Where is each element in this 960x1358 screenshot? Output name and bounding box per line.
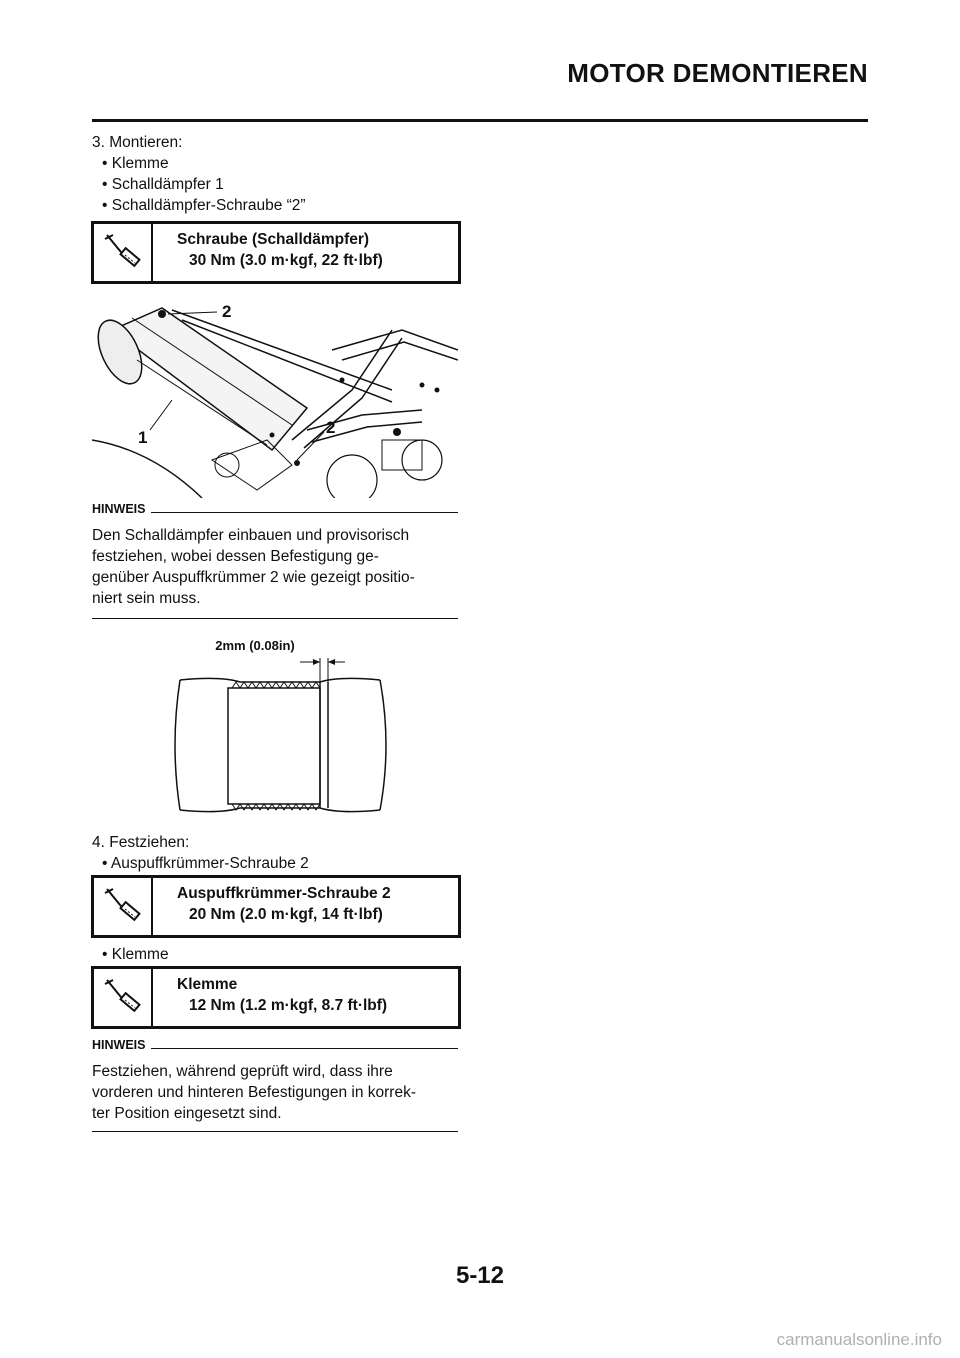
step-4-extra: [92, 944, 169, 965]
step-3-item: • Schalldämpfer-Schraube “2”: [102, 197, 306, 214]
step-4-heading: 4. Festziehen:: [92, 834, 190, 851]
dimension-label: 2mm (0.08in): [215, 638, 295, 653]
step-4: [92, 832, 309, 874]
spec-name: Schraube (Schalldämpfer): [177, 231, 370, 248]
note-line: Den Schalldämpfer einbauen und provisorisch: [92, 527, 410, 544]
note-line: ter Position eingesetzt sind.: [92, 1105, 282, 1122]
step-4-item: • Klemme: [102, 946, 169, 963]
spec-name: Klemme: [177, 976, 238, 993]
step-3-heading: 3. Montieren:: [92, 134, 183, 151]
watermark: carmanualsonline.info: [776, 1330, 942, 1349]
note-line: niert sein muss.: [92, 590, 201, 607]
page-number: 5-12: [455, 1262, 505, 1289]
note-text: [92, 1061, 458, 1124]
note-line: festziehen, wobei dessen Befestigung ge-: [92, 548, 379, 565]
callout-label: 2: [222, 302, 232, 321]
step-3: [92, 132, 306, 216]
spec-value: 20 Nm (2.0 m·kgf, 14 ft·lbf): [189, 906, 383, 923]
callout-label: 1: [138, 428, 148, 447]
step-3-item: • Klemme: [102, 155, 169, 172]
torque-spec-box: [91, 966, 461, 1029]
torque-spec-box: [91, 221, 461, 284]
spec-value: 30 Nm (3.0 m·kgf, 22 ft·lbf): [189, 252, 383, 269]
torque-wrench-icon: [94, 969, 153, 1026]
torque-spec-box: [91, 875, 461, 938]
note-label: HINWEIS: [92, 1038, 151, 1052]
page-title: MOTOR DEMONTIEREN: [567, 58, 868, 88]
spec-name: Auspuffkrümmer-Schraube 2: [177, 885, 391, 902]
note-line: genüber Auspuffkrümmer 2 wie gezeigt positio-: [92, 569, 415, 586]
step-3-item: • Schalldämpfer 1: [102, 176, 224, 193]
note-header: [92, 502, 458, 520]
note-line: Festziehen, während geprüft wird, dass ihre: [92, 1063, 393, 1080]
note-end-rule: [92, 1131, 458, 1132]
pipe-gap-figure: [160, 630, 400, 830]
header-rule: [92, 119, 868, 122]
note-text: [92, 525, 458, 609]
callout-label: 2: [326, 418, 336, 437]
torque-wrench-icon: [94, 224, 153, 281]
note-label: HINWEIS: [92, 502, 151, 516]
torque-wrench-icon: [94, 878, 153, 935]
note-header: [92, 1038, 458, 1056]
note-line: vorderen und hinteren Befestigungen in korrek-: [92, 1084, 416, 1101]
note-end-rule: [92, 618, 458, 619]
muffler-installation-figure: [92, 290, 458, 498]
spec-value: 12 Nm (1.2 m·kgf, 8.7 ft·lbf): [189, 997, 388, 1014]
step-4-item: • Auspuffkrümmer-Schraube 2: [102, 855, 309, 872]
